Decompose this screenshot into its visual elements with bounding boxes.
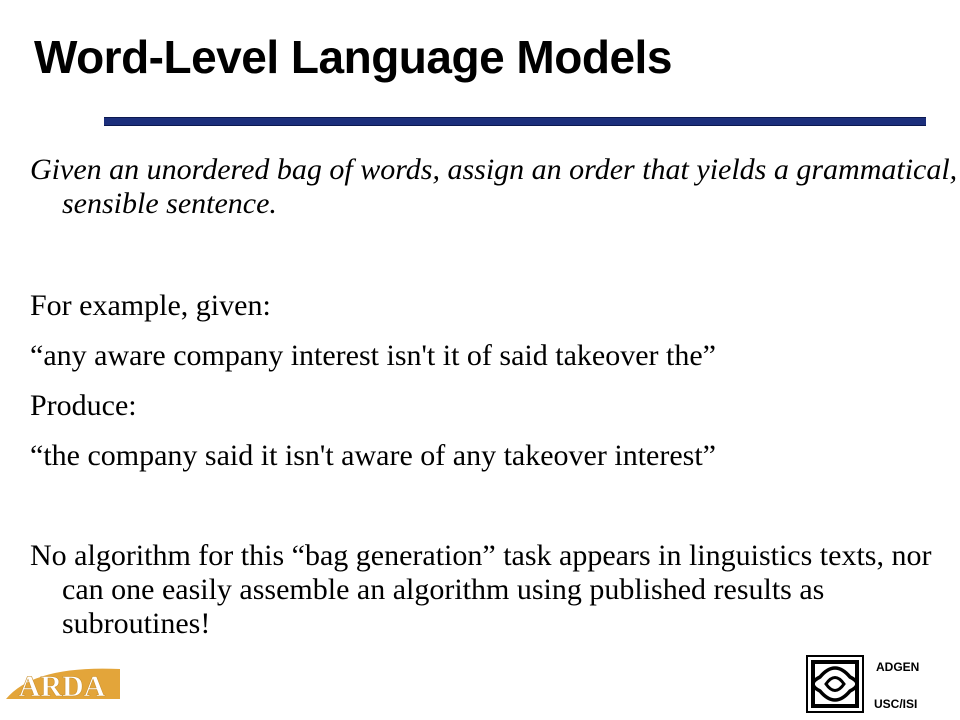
conclusion-text: No algorithm for this “bag generation” task appears in linguistics texts, nor can one easily assemble an algorithm using published results as subroutines! (30, 539, 932, 640)
produced-example: “the company said it isn't aware of any takeover interest” (30, 439, 716, 472)
org-label-adgen: ADGEN (876, 660, 920, 674)
org-label-usc-isi: USC/ISI (874, 697, 918, 711)
bag-example: “any aware company interest isn't it of said takeover the” (30, 339, 716, 372)
arda-logo (4, 663, 122, 703)
slide-title: Word-Level Language Models (34, 31, 672, 83)
isi-emblem-icon (806, 655, 864, 713)
example-label: For example, given: (30, 289, 271, 322)
title-divider (104, 117, 926, 126)
intro-text: Given an unordered bag of words, assign an order that yields a grammatical, sensible sentence. (30, 153, 958, 220)
arda-logo-text: ARDA (18, 670, 106, 703)
produce-label: Produce: (30, 389, 137, 422)
